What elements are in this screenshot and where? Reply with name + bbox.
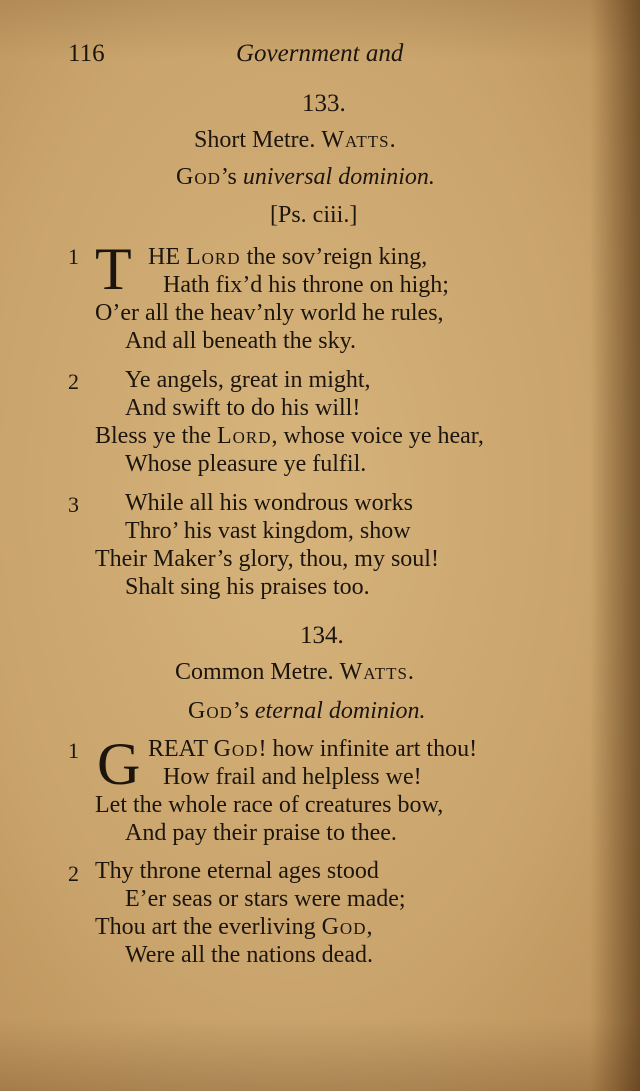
hymn-133-v2-line3: Bless ye the Lord, whose voice ye hear, [95,423,484,449]
hymn-133-v1-line4: And all beneath the sky. [125,328,357,354]
hymn-133-v3-line4: Shalt sing his praises too. [125,574,370,600]
hymn-133-v1-line3: O’er all the heav’nly world he rules, [95,300,444,326]
verse-number: 2 [68,369,79,394]
hymn-134-v2-line1: Thy throne eternal ages stood [95,858,379,884]
hymn-134-v1-line2: How frail and helpless we! [163,764,422,790]
hymn-133-v2-line1: Ye angels, great in might, [125,367,371,393]
hymn-134-subject: God’s eternal dominion. [188,698,426,724]
hymn-133-v2-line2: And swift to do his will! [125,395,361,421]
hymn-134-v2-line2: E’er seas or stars were made; [125,886,406,912]
hymn-133-v1-line1: HE Lord the sov’reign king, [148,244,428,270]
running-head: Government and [236,40,404,67]
verse-number: 3 [68,492,79,517]
hymn-134-author: Watts. [339,659,415,685]
hymn-133-meter: Short Metre. Watts. [194,127,397,153]
verse-number: 1 [68,738,79,763]
hymn-134-v1-line4: And pay their praise to thee. [125,820,397,846]
hymn-133-psalm-reference: [Ps. ciii.] [270,202,358,228]
hymn-134-v2-line3: Thou art the everliving God, [95,914,373,940]
hymn-134-v1-line1: REAT God! how infinite art thou! [148,736,478,762]
hymn-133-subject: God’s universal dominion. [176,164,435,190]
hymn-133-v3-line3: Their Maker’s glory, thou, my soul! [95,546,439,572]
verse-number: 2 [68,861,79,886]
hymn-134-meter: Common Metre. Watts. [175,659,415,685]
hymn-134-v1-line3: Let the whole race of creatures bow, [95,792,444,818]
hymn-134-v2-line4: Were all the nations dead. [125,942,373,968]
hymn-134-number: 134. [300,622,344,649]
hymn-133-v1-line2: Hath fix’d his throne on high; [163,272,449,298]
hymn-133-v3-line1: While all his wondrous works [125,490,413,516]
hymn-133-v3-line2: Thro’ his vast kingdom, show [125,518,411,544]
drop-cap: G [97,731,141,797]
hymn-133-v2-line4: Whose pleasure ye fulfil. [125,451,367,477]
verse-number: 1 [68,244,79,269]
hymn-133-author: Watts. [321,127,397,153]
hymn-133-number: 133. [302,90,346,117]
page-number: 116 [68,40,105,67]
drop-cap: T [95,236,132,302]
